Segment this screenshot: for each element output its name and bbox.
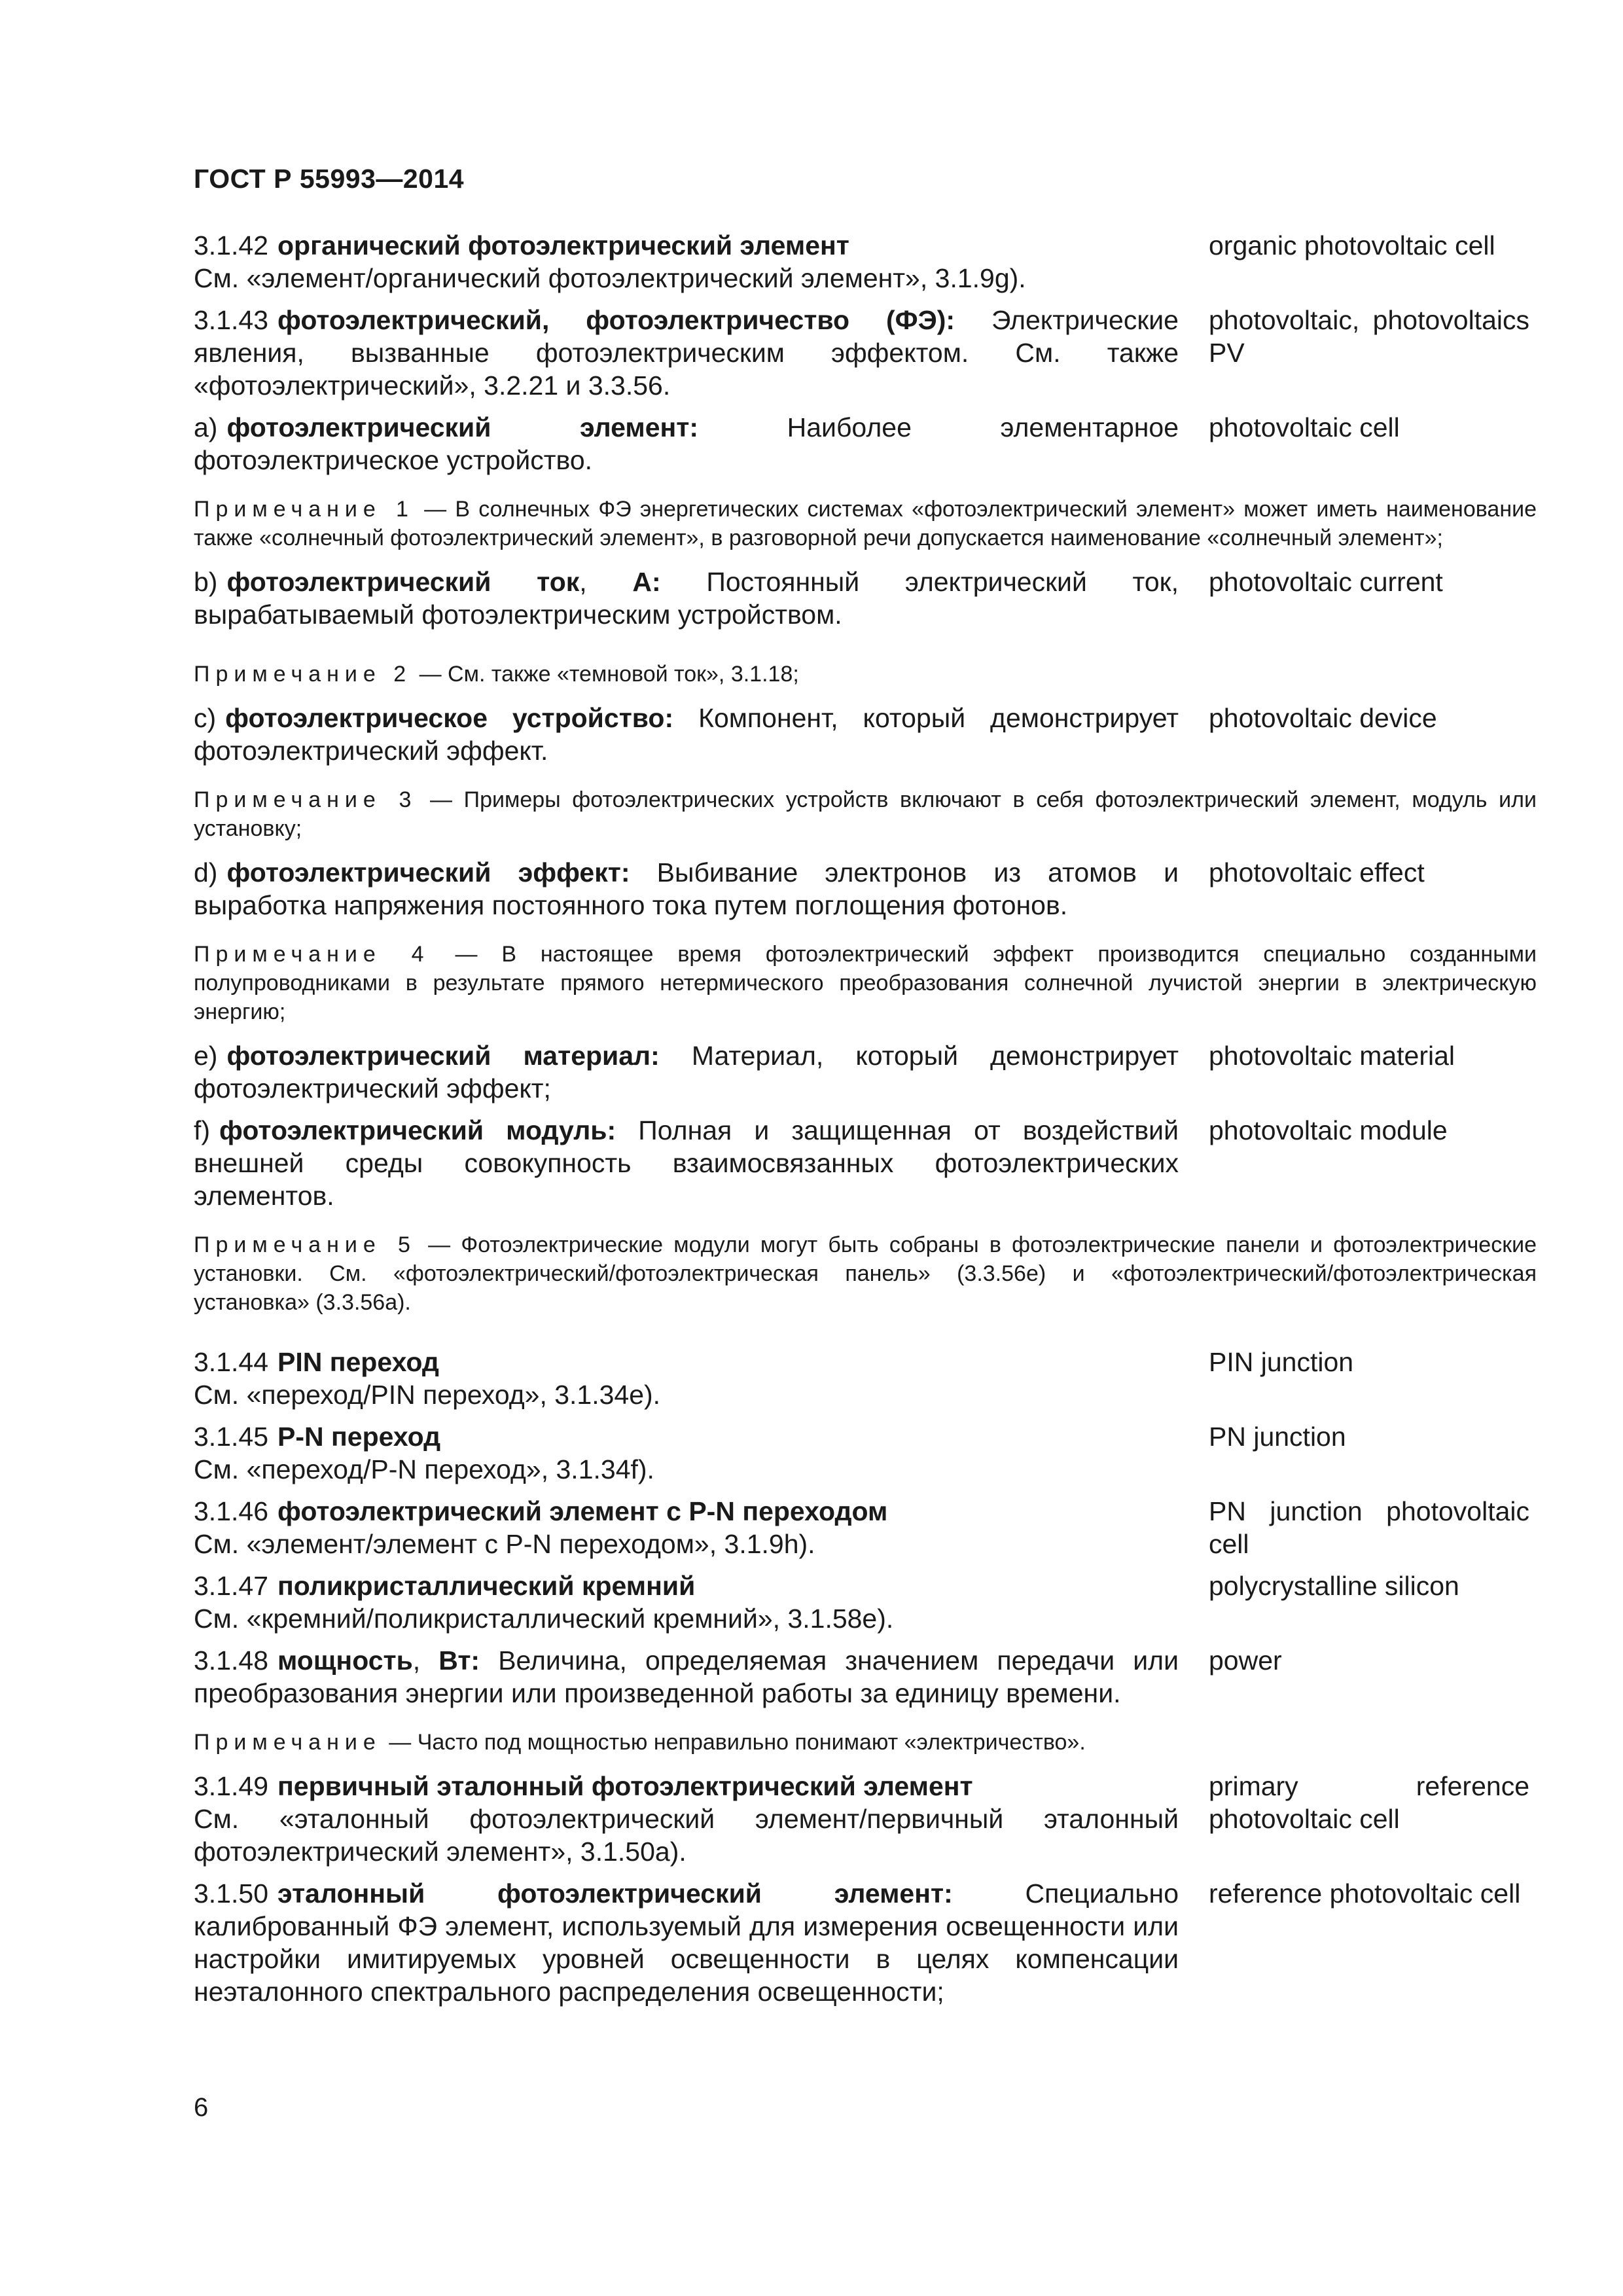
term-entry-3-1-46 <box>194 1495 1537 1560</box>
term-unit: А: <box>632 567 661 597</box>
term-title: фотоэлектрический материал: <box>226 1041 660 1071</box>
term-definition: См. «элемент/элемент с P-N переходом», 3.1.9h). <box>194 1529 815 1559</box>
term-entry-3-1-45 <box>194 1420 1537 1486</box>
term-ru <box>194 1420 1179 1486</box>
note-text: — Примеры фотоэлектрических устройств включают в себя фотоэлектрический элемент, модуль или установку; <box>194 787 1537 841</box>
page-number: 6 <box>194 2093 209 2122</box>
term-title: PIN переход <box>277 1347 439 1377</box>
note-text: — См. также «темновой ток», 3.1.18; <box>419 662 799 687</box>
term-entry-3-1-48 <box>194 1644 1537 1710</box>
note-label: Примечание <box>194 1730 382 1755</box>
term-definition: См. «переход/P-N переход», 3.1.34f). <box>194 1454 654 1484</box>
note-label: Примечание 3 <box>194 787 418 812</box>
term-number: 3.1.47 <box>194 1571 268 1601</box>
note-6 <box>194 1728 1537 1757</box>
term-number: f) <box>194 1115 211 1145</box>
note-text: — В солнечных ФЭ энергетических системах «фотоэлектрический элемент» может иметь наименование также «солнечный фотоэлектрический элемент», в разговорной речи допускается наименование «солнечный элемент»; <box>194 497 1537 550</box>
term-en: photovoltaic material <box>1209 1041 1455 1071</box>
term-entry-3-1-42 <box>194 229 1537 295</box>
term-en: photovoltaic cell <box>1209 412 1400 442</box>
term-en: reference photovoltaic cell <box>1209 1878 1521 1909</box>
term-title: P-N переход <box>277 1422 441 1452</box>
term-ru <box>194 702 1179 767</box>
term-number: 3.1.48 <box>194 1645 268 1676</box>
note-label: Примечание 5 <box>194 1232 416 1257</box>
term-unit: Вт: <box>438 1645 480 1676</box>
term-entry-e <box>194 1039 1537 1105</box>
note-text: — Часто под мощностью неправильно понимают «электричество». <box>389 1730 1086 1755</box>
term-number: b) <box>194 567 218 597</box>
term-en: organic photovoltaic cell <box>1209 230 1495 260</box>
term-title: фотоэлектрическое устройство: <box>225 703 674 733</box>
term-number: 3.1.44 <box>194 1347 268 1377</box>
term-definition: Наиболее элементарное фотоэлектрическое устройство. <box>194 412 1179 475</box>
note-label: Примечание 2 <box>194 662 412 687</box>
term-en: polycrystalline silicon <box>1209 1571 1459 1601</box>
term-ru <box>194 565 1179 631</box>
term-title: фотоэлектрический ток <box>226 567 580 597</box>
terms-content <box>194 229 1537 2017</box>
term-title: эталонный фотоэлектрический элемент: <box>277 1878 953 1909</box>
term-en: photovoltaic module <box>1209 1115 1448 1145</box>
term-number: 3.1.42 <box>194 230 268 260</box>
term-ru <box>194 1770 1179 1868</box>
term-title: первичный эталонный фотоэлектрический элемент <box>277 1771 973 1801</box>
term-entry-d <box>194 856 1537 922</box>
term-entry-3-1-47 <box>194 1570 1537 1635</box>
term-number: 3.1.49 <box>194 1771 268 1801</box>
term-en: PIN junction <box>1209 1347 1354 1377</box>
term-ru <box>194 304 1179 402</box>
term-definition: См. «переход/PIN переход», 3.1.34e). <box>194 1380 661 1410</box>
term-title: фотоэлектрический элемент: <box>226 412 699 442</box>
term-title: фотоэлектрический эффект: <box>226 857 630 888</box>
note-label: Примечание 4 <box>194 942 430 967</box>
term-entry-b <box>194 565 1537 631</box>
note-label: Примечание 1 <box>194 497 414 522</box>
term-title: фотоэлектрический модуль: <box>219 1115 616 1145</box>
term-en: power <box>1209 1645 1282 1676</box>
note-5 <box>194 1230 1537 1317</box>
document-header: ГОСТ Р 55993—2014 <box>194 164 465 194</box>
term-definition: Постоянный электрический ток, вырабатываемый фотоэлектрическим устройством. <box>194 567 1179 630</box>
term-definition: См. «эталонный фотоэлектрический элемент/первичный эталонный фотоэлектрический элемент», 3.1.50а). <box>194 1804 1179 1867</box>
term-entry-f <box>194 1114 1537 1212</box>
term-en: PN junction photovoltaic cell <box>1209 1496 1529 1559</box>
term-en: photovoltaic device <box>1209 703 1437 733</box>
note-2 <box>194 660 1537 689</box>
term-definition: См. «элемент/органический фотоэлектрический элемент», 3.1.9g). <box>194 263 1026 293</box>
term-ru <box>194 1346 1179 1411</box>
note-1 <box>194 495 1537 552</box>
term-en: photovoltaic, photovoltaics PV <box>1209 305 1529 368</box>
term-number: 3.1.43 <box>194 305 268 335</box>
term-ru <box>194 411 1179 476</box>
term-entry-3-1-49 <box>194 1770 1537 1868</box>
term-definition: Специально калиброванный ФЭ элемент, используемый для измерения освещенности или настройки имитируемых уровней освещенности в целях компенсации неэталонного спектрального распределения освещенности; <box>194 1878 1179 2007</box>
term-definition: Выбивание электронов из атомов и выработка напряжения постоянного тока путем поглощения фотонов. <box>194 857 1179 920</box>
term-en: photovoltaic effect <box>1209 857 1425 888</box>
term-ru <box>194 1877 1179 2008</box>
term-definition: См. «кремний/поликристаллический кремний», 3.1.58e). <box>194 1604 894 1634</box>
term-entry-c <box>194 702 1537 767</box>
term-entry-a <box>194 411 1537 476</box>
term-number: d) <box>194 857 218 888</box>
term-number: 3.1.45 <box>194 1422 268 1452</box>
term-definition: Полная и защищенная от воздействий внешней среды совокупность взаимосвязанных фотоэлектрических элементов. <box>194 1115 1179 1211</box>
term-definition: Электрические явления, вызванные фотоэлектрическим эффектом. См. также «фотоэлектрический», 3.2.21 и 3.3.56. <box>194 305 1179 401</box>
note-3 <box>194 785 1537 843</box>
term-ru <box>194 1114 1179 1212</box>
term-number: 3.1.46 <box>194 1496 268 1526</box>
term-definition: Величина, определяемая значением передачи или преобразования энергии или произведенной работы за единицу времени. <box>194 1645 1179 1708</box>
term-number: а) <box>194 412 218 442</box>
term-title: поликристаллический кремний <box>277 1571 696 1601</box>
term-number: e) <box>194 1041 218 1071</box>
term-title: фотоэлектрический, фотоэлектричество (ФЭ): <box>277 305 955 335</box>
term-title: фотоэлектрический элемент с P-N переходом <box>277 1496 888 1526</box>
term-ru <box>194 1644 1179 1710</box>
term-entry-3-1-43 <box>194 304 1537 402</box>
term-number: c) <box>194 703 217 733</box>
term-number: 3.1.50 <box>194 1878 268 1909</box>
term-ru <box>194 1495 1179 1560</box>
note-text: — В настоящее время фотоэлектрический эффект производится специально созданными полупроводниками в результате прямого нетермического преобразования солнечной лучистой энергии в электрическую энергию; <box>194 942 1537 1024</box>
term-separator: , <box>412 1645 439 1676</box>
term-title: мощность <box>277 1645 413 1676</box>
term-separator: , <box>579 567 633 597</box>
term-en: photovoltaic current <box>1209 567 1443 597</box>
term-definition: Компонент, который демонстрирует фотоэлектрический эффект. <box>194 703 1179 766</box>
note-text: — Фотоэлектрические модули могут быть собраны в фотоэлектрические панели и фотоэлектрические установки. См. «фотоэлектрический/фотоэлектрическая панель» (3.3.56e) и «фотоэлектрический/фотоэлектрическая установка» (3.3.56а). <box>194 1232 1537 1315</box>
term-ru <box>194 1039 1179 1105</box>
term-en: primary reference photovoltaic cell <box>1209 1771 1529 1834</box>
term-ru <box>194 856 1179 922</box>
term-entry-3-1-50 <box>194 1877 1537 2008</box>
term-entry-3-1-44 <box>194 1346 1537 1411</box>
term-ru <box>194 229 1179 295</box>
term-title: органический фотоэлектрический элемент <box>277 230 849 260</box>
term-ru <box>194 1570 1179 1635</box>
note-4 <box>194 940 1537 1026</box>
term-en: PN junction <box>1209 1422 1346 1452</box>
term-definition: Материал, который демонстрирует фотоэлектрический эффект; <box>194 1041 1179 1103</box>
